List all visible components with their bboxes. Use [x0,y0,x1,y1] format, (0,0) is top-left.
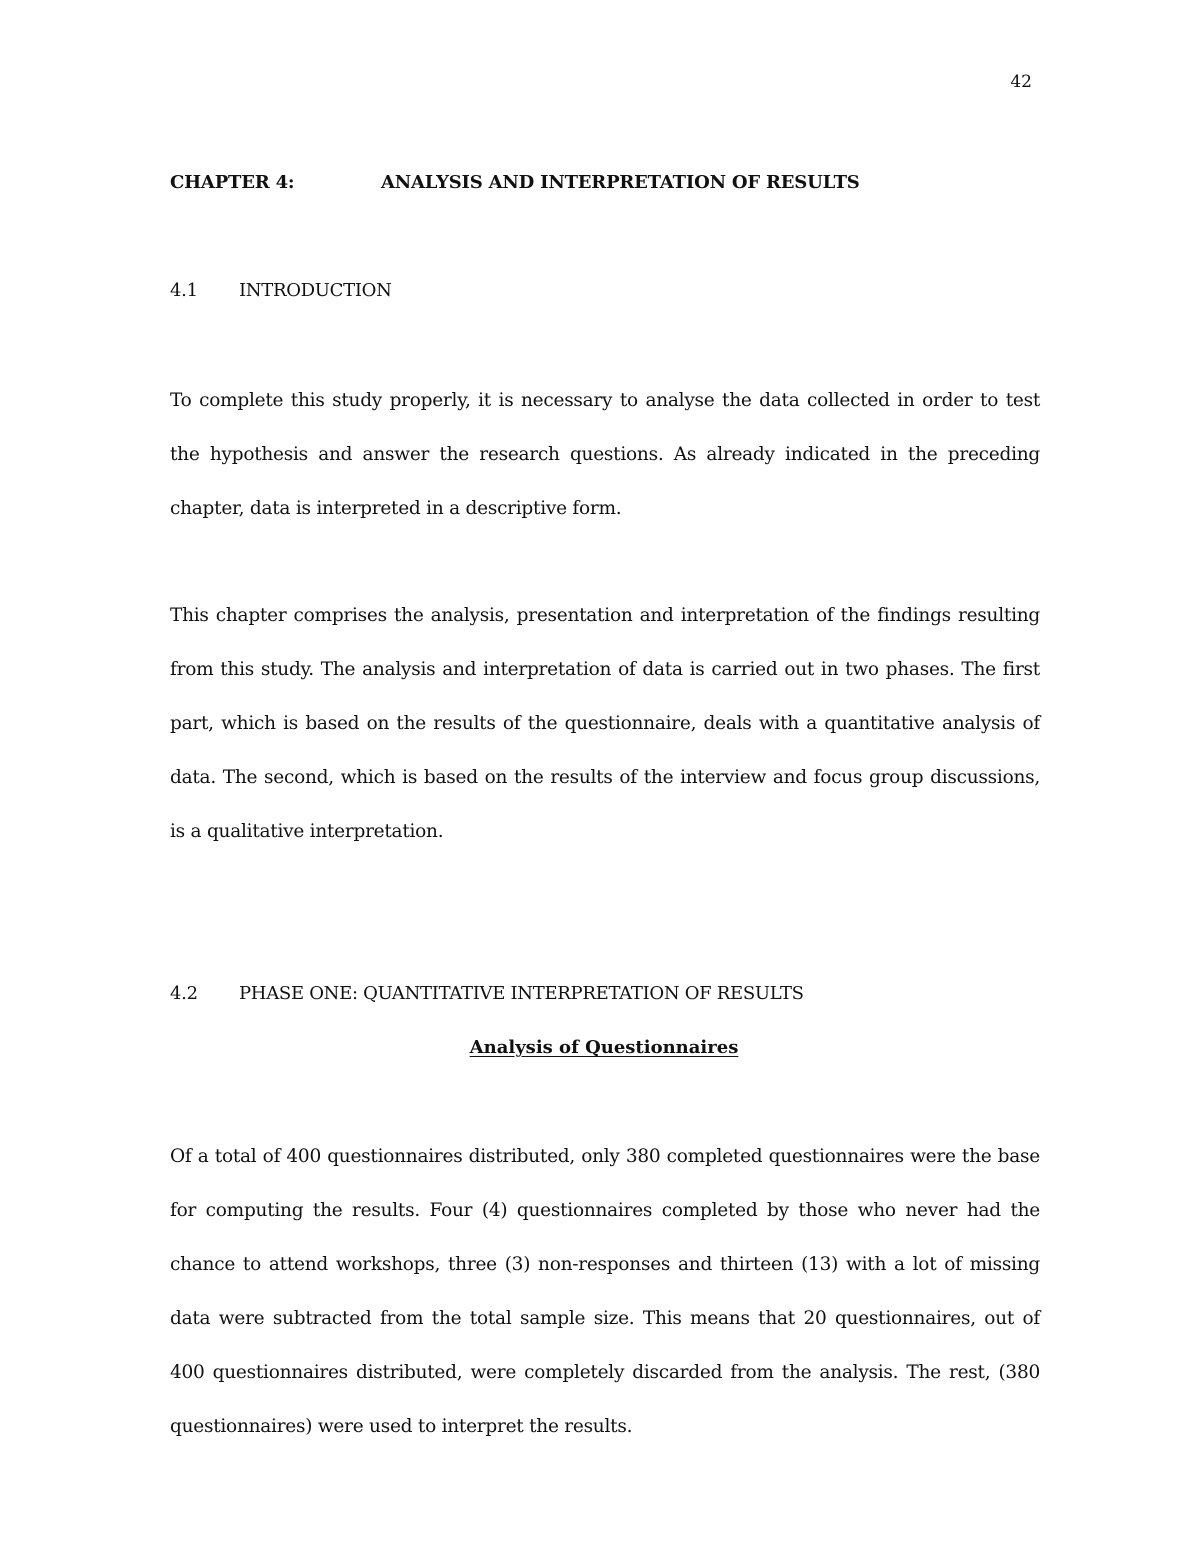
section-number: 4.2 [170,983,198,1004]
section-title: INTRODUCTION [239,280,392,301]
paragraph-questionnaires: Of a total of 400 questionnaires distributed, only 380 completed questionnaires were the base for computing the results. Four (4) questionnaires completed by those who never had the chance to attend workshops, three (3) non-responses and thirteen (13) with a lot of missing data were subtracted from the total sample size. This means that 20 questionnaires, out of 400 questionnaires distributed, were completely discarded from the analysis. The rest, (380 questionnaires) were used to interpret the results. [170,1146,1040,1437]
page-number: 42 [1010,72,1032,92]
chapter-label: CHAPTER 4: [170,172,295,193]
chapter-title: ANALYSIS AND INTERPRETATION OF RESULTS [381,172,860,193]
section-title: PHASE ONE: QUANTITATIVE INTERPRETATION OF RESULTS [239,983,804,1004]
subheading-analysis-of-questionnaires: Analysis of Questionnaires [469,1037,739,1058]
paragraph-introduction-1: To complete this study properly, it is necessary to analyse the data collected in order to test the hypothesis and answer the research questions. As already indicated in the preceding chapter, data is interpreted in a descriptive form. [170,390,1040,519]
section-heading-introduction [170,280,392,301]
section-heading-phase-one [170,983,804,1004]
section-number: 4.1 [170,280,198,301]
chapter-heading [170,172,860,193]
paragraph-introduction-2: This chapter comprises the analysis, presentation and interpretation of the findings resulting from this study. The analysis and interpretation of data is carried out in two phases. The first part, which is based on the results of the questionnaire, deals with a quantitative analysis of data. The second, which is based on the results of the interview and focus group discussions, is a qualitative interpretation. [170,605,1040,842]
